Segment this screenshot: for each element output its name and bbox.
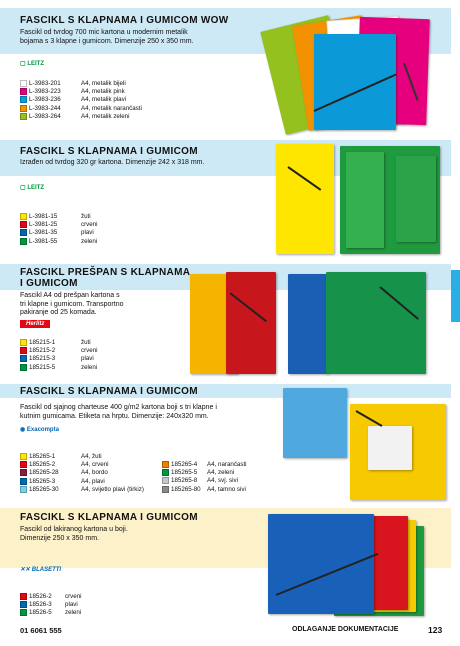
color-swatch [20, 469, 27, 476]
product-list [20, 212, 98, 245]
list-item: 185215-1 žuti [20, 338, 98, 346]
exacompta-icon: ◉ [20, 427, 27, 433]
list-item: 18526-3 plavi [20, 600, 82, 608]
color-swatch [20, 113, 27, 120]
color-swatch [20, 96, 27, 103]
color-swatch [20, 347, 27, 354]
section-glossy [0, 382, 451, 506]
leitz-icon: ▢ [20, 185, 28, 191]
color-swatch [20, 88, 27, 95]
list-item: L-3983-201 A4, metalik bijeli [20, 79, 142, 87]
brand-logo: ✕✕ BLASETTI [20, 567, 62, 573]
color-swatch [20, 221, 27, 228]
list-item: L-3981-55 zeleni [20, 237, 98, 245]
section-presspan [0, 262, 451, 382]
brand-logo: ◉ Exacompta [20, 427, 59, 433]
color-swatch [20, 364, 27, 371]
blasetti-icon: ✕✕ [20, 567, 32, 573]
list-item: L-3981-35 plavi [20, 229, 98, 237]
section-description: Izrađen od tvrdog 320 gr kartona. Dimenzije 242 x 318 mm. [20, 159, 205, 166]
color-swatch [20, 593, 27, 600]
section-title: FASCIKL S KLAPNAMA I GUMICOM [20, 386, 198, 397]
color-swatch [20, 238, 27, 245]
list-item: L-3983-236 A4, metalik plavi [20, 96, 142, 104]
list-item: L-3983-244 A4, metalik narančasti [20, 104, 142, 112]
list-item: 185265-5 A4, zeleni [162, 468, 247, 476]
list-item: 185265-4 A4, narančasti [162, 460, 247, 468]
footer-category: ODLAGANJE DOKUMENTACIJE [292, 626, 399, 633]
list-item: 185215-3 plavi [20, 355, 98, 363]
section-description: Fascikl od lakiranog kartona u boji. Dimenzije 250 x 350 mm. [20, 526, 128, 542]
section-wow [0, 0, 451, 136]
section-description: Fascikl od sjajnog charteuse 400 g/m2 kartona boji s tri klapne i kutnim gumicama. Etiketa na hrptu. Dimenzije: 240x320 mm. [20, 404, 217, 420]
list-item: 185215-2 crveni [20, 346, 98, 354]
list-item: 185215-5 zeleni [20, 363, 98, 371]
section-description: Fascikl od tvrdog 700 mic kartona u modernim metalik bojama s 3 klapne i gumicom. Dimenzije 250 x 350 mm. [20, 29, 194, 45]
color-swatch [20, 339, 27, 346]
list-item: 18526-2 crveni [20, 592, 82, 600]
color-swatch [20, 609, 27, 616]
brand-logo: ▢ LEITZ [20, 61, 45, 67]
color-swatch [20, 80, 27, 87]
product-list [20, 452, 144, 493]
list-item: L-3981-25 crveni [20, 220, 98, 228]
list-item: L-3983-264 A4, metalik zeleni [20, 112, 142, 120]
color-swatch [20, 461, 27, 468]
list-item: 185265-2 A4, crveni [20, 460, 144, 468]
color-swatch [162, 477, 169, 484]
section-title: FASCIKL S KLAPNAMA I GUMICOM [20, 512, 198, 523]
product-list-secondary [162, 460, 247, 493]
brand-logo: Herlitz [20, 320, 50, 328]
color-swatch [162, 486, 169, 493]
section-description: Fascikl A4 od prešpan kartona s tri klapne i gumicom. Transportno pakiranje od 25 komada. [20, 292, 124, 317]
list-item: L-3983-223 A4, metalik pink [20, 87, 142, 95]
color-swatch [20, 229, 27, 236]
list-item: 185265-80 A4, tamno sivi [162, 485, 247, 493]
product-list [20, 592, 82, 617]
list-item: 185265-30 A4, svijetlo plavi (tirkiz) [20, 485, 144, 493]
footer-phone: 01 6061 555 [20, 626, 62, 635]
leitz-icon: ▢ [20, 61, 28, 67]
page-number: 123 [428, 625, 443, 635]
section-classic [0, 136, 451, 262]
product-list [20, 79, 142, 120]
color-swatch [20, 453, 27, 460]
color-swatch [20, 213, 27, 220]
list-item: 185265-28 A4, bordo [20, 469, 144, 477]
section-title: FASCIKL S KLAPNAMA I GUMICOM WOW [20, 15, 229, 26]
list-item: 185265-1 A4, žuti [20, 452, 144, 460]
color-swatch [162, 461, 169, 468]
list-item: 18526-5 zeleni [20, 609, 82, 617]
color-swatch [162, 469, 169, 476]
brand-logo: ▢ LEITZ [20, 185, 45, 191]
color-swatch [20, 601, 27, 608]
color-swatch [20, 478, 27, 485]
product-list [20, 338, 98, 371]
list-item: L-3981-15 žuti [20, 212, 98, 220]
section-lacquered [0, 506, 451, 624]
section-title: FASCIKL S KLAPNAMA I GUMICOM [20, 146, 198, 157]
color-swatch [20, 105, 27, 112]
color-swatch [20, 486, 27, 493]
list-item: 185265-3 A4, plavi [20, 477, 144, 485]
list-item: 185265-8 A4, svj. sivi [162, 477, 247, 485]
section-title: FASCIKL PREŠPAN S KLAPNAMA I GUMICOM [20, 267, 190, 289]
color-swatch [20, 355, 27, 362]
side-tab [451, 270, 460, 322]
